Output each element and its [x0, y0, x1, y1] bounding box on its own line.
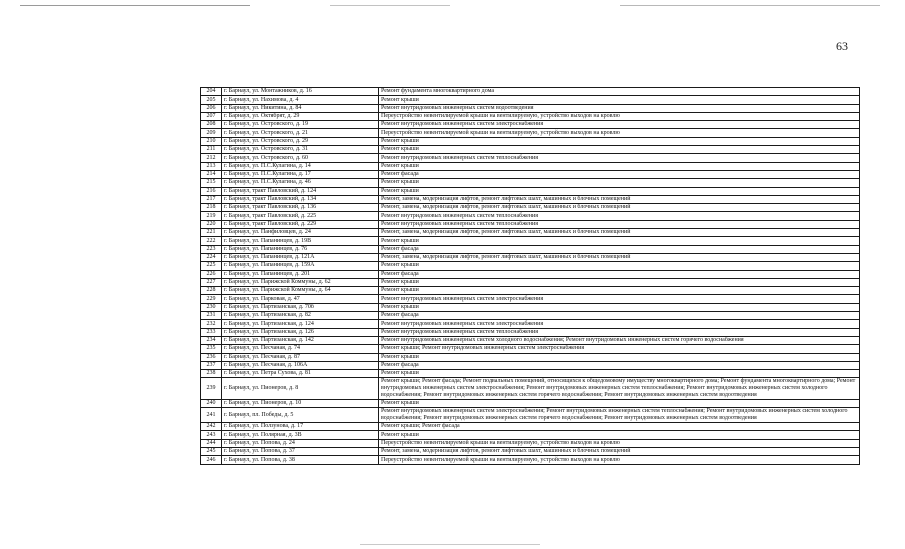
table-row [201, 96, 860, 104]
row-address: г. Барнаул, тракт Павловский, д. 225 [222, 212, 379, 220]
row-number: 220 [201, 220, 222, 228]
row-number: 215 [201, 179, 222, 187]
row-address: г. Барнаул, ул. Пионеров, д. 8 [222, 378, 379, 400]
row-work-type: Ремонт внутридомовых инженерных систем холодного водоснабжения; Ремонт внутридомовых инженерных систем горячего водоснабжения [379, 336, 860, 344]
table-row [201, 262, 860, 270]
row-address: г. Барнаул, ул. Панфиловцев, д. 24 [222, 229, 379, 237]
row-address: г. Барнаул, пл. Победы, д. 5 [222, 408, 379, 423]
row-work-type: Ремонт фасада [379, 270, 860, 278]
row-work-type: Ремонт, замена, модернизация лифтов, ремонт лифтовых шахт, машинных и блочных помещений [379, 229, 860, 237]
row-number: 219 [201, 212, 222, 220]
table-row [201, 270, 860, 278]
row-address: г. Барнаул, ул. Островского, д. 31 [222, 146, 379, 154]
row-work-type: Ремонт крыши [379, 400, 860, 408]
row-work-type: Ремонт крыши [379, 96, 860, 104]
row-work-type: Ремонт, замена, модернизация лифтов, ремонт лифтовых шахт, машинных и блочных помещений [379, 253, 860, 261]
row-address: г. Барнаул, ул. Папанинцев, д. 121А [222, 253, 379, 261]
row-number: 246 [201, 456, 222, 464]
scan-edge-line [620, 5, 880, 6]
row-address: г. Барнаул, ул. Ползунова, д. 17 [222, 423, 379, 431]
scan-edge-line [360, 544, 540, 545]
table-row [201, 320, 860, 328]
row-number: 232 [201, 320, 222, 328]
row-number: 222 [201, 237, 222, 245]
row-number: 229 [201, 295, 222, 303]
row-work-type: Ремонт внутридомовых инженерных систем теплоснабжения [379, 154, 860, 162]
row-work-type: Ремонт крыши [379, 287, 860, 295]
row-number: 207 [201, 112, 222, 120]
row-number: 236 [201, 353, 222, 361]
row-work-type: Ремонт крыши [379, 179, 860, 187]
row-number: 230 [201, 303, 222, 311]
row-number: 221 [201, 229, 222, 237]
row-number: 209 [201, 129, 222, 137]
table-body [201, 88, 860, 465]
table-row [201, 220, 860, 228]
table-row [201, 408, 860, 423]
row-work-type: Ремонт крыши [379, 237, 860, 245]
row-number: 244 [201, 439, 222, 447]
row-address: г. Барнаул, ул. Попова, д. 24 [222, 439, 379, 447]
table-row [201, 88, 860, 96]
row-work-type: Ремонт фасада [379, 170, 860, 178]
row-work-type: Ремонт крыши; Ремонт фасада; Ремонт подвальных помещений, относящихся к общедомовому имуществу многоквартирного дома; Ремонт фундамента многоквартирного дома; Ремонт внутридомовых инженерных систем электроснабжения; Ремонт внутридомовых инженерных систем теплоснабжения; Ремонт внутридомовых инженерных систем холодного водоснабжения; Ремонт внутридомовых инженерных систем горячего водоснабжения; Ремонт внутридомовых инженерных систем водоотведения [379, 378, 860, 400]
table-row [201, 448, 860, 456]
row-work-type: Переустройство невентилируемой крыши на вентилируемую, устройство выходов на кровлю [379, 129, 860, 137]
row-address: г. Барнаул, ул. Нахимова, д. 4 [222, 96, 379, 104]
table-row [201, 162, 860, 170]
row-work-type: Ремонт внутридомовых инженерных систем теплоснабжения [379, 328, 860, 336]
row-work-type: Ремонт крыши [379, 146, 860, 154]
row-work-type: Ремонт крыши [379, 303, 860, 311]
table-row [201, 137, 860, 145]
row-number: 210 [201, 137, 222, 145]
row-address: г. Барнаул, тракт Павловский, д. 136 [222, 204, 379, 212]
row-number: 213 [201, 162, 222, 170]
table-row [201, 245, 860, 253]
row-address: г. Барнаул, ул. Партизанская, д. 70б [222, 303, 379, 311]
table-row [201, 287, 860, 295]
row-work-type: Ремонт внутридомовых инженерных систем теплоснабжения [379, 220, 860, 228]
row-address: г. Барнаул, тракт Павловский, д. 229 [222, 220, 379, 228]
row-work-type: Ремонт внутридомовых инженерных систем водоотведения [379, 104, 860, 112]
row-number: 233 [201, 328, 222, 336]
table-row [201, 361, 860, 369]
row-work-type: Ремонт крыши [379, 370, 860, 378]
table-row [201, 170, 860, 178]
row-number: 208 [201, 121, 222, 129]
row-number: 216 [201, 187, 222, 195]
row-number: 211 [201, 146, 222, 154]
table-row [201, 104, 860, 112]
table-row [201, 129, 860, 137]
row-number: 223 [201, 245, 222, 253]
row-number: 218 [201, 204, 222, 212]
row-address: г. Барнаул, тракт Павловский, д. 134 [222, 195, 379, 203]
row-number: 227 [201, 278, 222, 286]
row-address: г. Барнаул, ул. Октябрят, д. 29 [222, 112, 379, 120]
row-number: 231 [201, 312, 222, 320]
row-work-type: Ремонт фундамента многоквартирного дома [379, 88, 860, 96]
table-row [201, 187, 860, 195]
row-address: г. Барнаул, ул. Папанинцев, д. 159А [222, 262, 379, 270]
row-number: 242 [201, 423, 222, 431]
row-work-type: Ремонт крыши; Ремонт фасада [379, 423, 860, 431]
row-address: г. Барнаул, ул. Песчаная, д. 74 [222, 345, 379, 353]
row-address: г. Барнаул, ул. Монтажников, д. 16 [222, 88, 379, 96]
row-address: г. Барнаул, ул. Островского, д. 21 [222, 129, 379, 137]
table-row [201, 423, 860, 431]
row-address: г. Барнаул, ул. Папанинцев, д. 76 [222, 245, 379, 253]
row-number: 235 [201, 345, 222, 353]
row-work-type: Переустройство невентилируемой крыши на вентилируемую, устройство выходов на кровлю [379, 439, 860, 447]
table-row [201, 328, 860, 336]
row-number: 238 [201, 370, 222, 378]
row-work-type: Ремонт крыши [379, 162, 860, 170]
row-address: г. Барнаул, ул. Песчаная, д. 106А [222, 361, 379, 369]
table-row [201, 121, 860, 129]
row-number: 239 [201, 378, 222, 400]
row-work-type: Ремонт внутридомовых инженерных систем электроснабжения [379, 121, 860, 129]
row-number: 225 [201, 262, 222, 270]
table-row [201, 253, 860, 261]
table-row [201, 439, 860, 447]
row-work-type: Ремонт фасада [379, 245, 860, 253]
row-address: г. Барнаул, ул. Попова, д. 37 [222, 448, 379, 456]
row-work-type: Ремонт фасада [379, 361, 860, 369]
table-row [201, 112, 860, 120]
table-row [201, 204, 860, 212]
row-address: г. Барнаул, ул. Песчаная, д. 87 [222, 353, 379, 361]
row-work-type: Ремонт, замена, модернизация лифтов, ремонт лифтовых шахт, машинных и блочных помещений [379, 195, 860, 203]
table-row [201, 456, 860, 464]
row-number: 234 [201, 336, 222, 344]
row-address: г. Барнаул, ул. Островского, д. 19 [222, 121, 379, 129]
row-address: г. Барнаул, ул. Папанинцев, д. 201 [222, 270, 379, 278]
row-number: 226 [201, 270, 222, 278]
table-row [201, 278, 860, 286]
row-work-type: Ремонт крыши [379, 431, 860, 439]
row-address: г. Барнаул, ул. Полярная, д. 3В [222, 431, 379, 439]
table-row [201, 345, 860, 353]
table-row [201, 179, 860, 187]
table-row [201, 400, 860, 408]
row-work-type: Переустройство невентилируемой крыши на вентилируемую, устройство выходов на кровлю [379, 112, 860, 120]
scan-edge-line [330, 5, 450, 6]
table-row [201, 303, 860, 311]
row-address: г. Барнаул, ул. Партизанская, д. 124 [222, 320, 379, 328]
row-number: 205 [201, 96, 222, 104]
table-row [201, 431, 860, 439]
row-work-type: Ремонт крыши [379, 137, 860, 145]
row-address: г. Барнаул, ул. Парковая, д. 47 [222, 295, 379, 303]
row-number: 243 [201, 431, 222, 439]
row-number: 224 [201, 253, 222, 261]
table-row [201, 212, 860, 220]
row-work-type: Ремонт, замена, модернизация лифтов, ремонт лифтовых шахт, машинных и блочных помещений [379, 204, 860, 212]
row-work-type: Ремонт, замена, модернизация лифтов, ремонт лифтовых шахт, машинных и блочных помещений [379, 448, 860, 456]
row-number: 206 [201, 104, 222, 112]
table-row [201, 312, 860, 320]
row-number: 228 [201, 287, 222, 295]
table-row [201, 237, 860, 245]
row-work-type: Ремонт крыши [379, 187, 860, 195]
row-address: г. Барнаул, ул. Островского, д. 60 [222, 154, 379, 162]
table-row [201, 295, 860, 303]
row-address: г. Барнаул, ул. П.С.Кулагина, д. 14 [222, 162, 379, 170]
row-address: г. Барнаул, ул. П.С.Кулагина, д. 46 [222, 179, 379, 187]
row-work-type: Ремонт фасада [379, 312, 860, 320]
row-number: 217 [201, 195, 222, 203]
table-row [201, 154, 860, 162]
row-work-type: Ремонт внутридомовых инженерных систем электроснабжения [379, 320, 860, 328]
row-address: г. Барнаул, тракт Павловский, д. 124 [222, 187, 379, 195]
row-address: г. Барнаул, ул. Никитина, д. 84 [222, 104, 379, 112]
row-number: 204 [201, 88, 222, 96]
row-number: 245 [201, 448, 222, 456]
row-work-type: Ремонт внутридомовых инженерных систем электроснабжения; Ремонт внутридомовых инженерных систем теплоснабжения; Ремонт внутридомовых инженерных систем холодного водоснабжения; Ремонт внутридомовых инженерных систем горячего водоснабжения; Ремонт внутридомовых инженерных систем водоотведения [379, 408, 860, 423]
row-work-type: Ремонт внутридомовых инженерных систем теплоснабжения [379, 212, 860, 220]
row-work-type: Переустройство невентилируемой крыши на вентилируемую, устройство выходов на кровлю [379, 456, 860, 464]
row-work-type: Ремонт внутридомовых инженерных систем электроснабжения [379, 295, 860, 303]
row-address: г. Барнаул, ул. Партизанская, д. 142 [222, 336, 379, 344]
row-work-type: Ремонт крыши [379, 353, 860, 361]
row-address: г. Барнаул, ул. Партизанская, д. 82 [222, 312, 379, 320]
scan-edge-line [20, 5, 250, 6]
row-work-type: Ремонт крыши; Ремонт внутридомовых инженерных систем электроснабжения [379, 345, 860, 353]
row-address: г. Барнаул, ул. Островского, д. 29 [222, 137, 379, 145]
table-row [201, 195, 860, 203]
page-number: 63 [836, 39, 848, 53]
row-number: 212 [201, 154, 222, 162]
row-address: г. Барнаул, ул. Папанинцев, д. 19В [222, 237, 379, 245]
repair-register-table [200, 87, 860, 465]
row-number: 237 [201, 361, 222, 369]
table-row [201, 229, 860, 237]
row-address: г. Барнаул, ул. Попова, д. 38 [222, 456, 379, 464]
row-address: г. Барнаул, ул. Пионеров, д. 10 [222, 400, 379, 408]
row-number: 241 [201, 408, 222, 423]
table-row [201, 146, 860, 154]
table-row [201, 353, 860, 361]
row-address: г. Барнаул, ул. Партизанская, д. 126 [222, 328, 379, 336]
table-row [201, 370, 860, 378]
row-address: г. Барнаул, ул. Петра Сухова, д. 81 [222, 370, 379, 378]
table-row [201, 336, 860, 344]
row-number: 214 [201, 170, 222, 178]
row-address: г. Барнаул, ул. П.С.Кулагина, д. 17 [222, 170, 379, 178]
table-row [201, 378, 860, 400]
row-number: 240 [201, 400, 222, 408]
row-address: г. Барнаул, ул. Парижской Коммуны, д. 62 [222, 278, 379, 286]
row-work-type: Ремонт крыши [379, 278, 860, 286]
row-work-type: Ремонт крыши [379, 262, 860, 270]
row-address: г. Барнаул, ул. Парижской Коммуны, д. 64 [222, 287, 379, 295]
